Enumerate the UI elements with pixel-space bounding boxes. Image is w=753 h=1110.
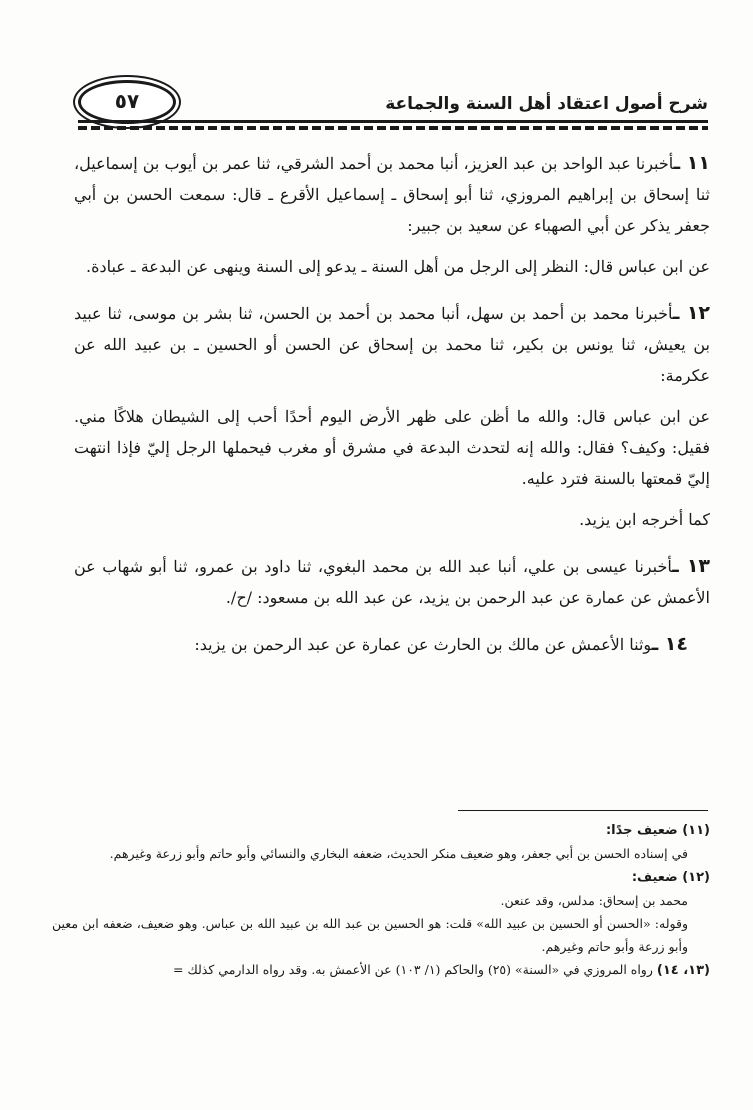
narration-number: ١٣ ـ	[672, 555, 711, 577]
main-text	[74, 148, 710, 660]
running-title: شرح أصول اعتقاد أهل السنة والجماعة	[385, 94, 708, 114]
paragraph-12-note	[74, 504, 710, 535]
footnote-heading: (١٢) ضعيف:	[631, 870, 710, 885]
footnote-12-head	[52, 865, 710, 889]
paragraph-text: وثنا الأعمش عن مالك بن الحارث عن عمارة عن عبد الرحمن بن يزيد:	[194, 635, 652, 654]
footnote-11-head	[52, 818, 710, 842]
footnote-13-14	[52, 958, 710, 982]
paragraph-11-matn	[74, 251, 710, 282]
page-header	[78, 80, 708, 130]
header-dashed-rule	[78, 126, 708, 130]
footnotes	[52, 818, 710, 982]
paragraph-text: أخبرنا محمد بن أحمد بن سهل، أنبا محمد بن أحمد بن الحسن، ثنا بشر بن موسى، ثنا عبيد بن يعيش، ثنا يونس بن بكير، ثنا محمد بن إسحاق عن الحسن أو الحسين ـ بن عبيد الله عن عكرمة:	[74, 304, 710, 385]
paragraph-13	[74, 551, 710, 613]
narration-number: ١٤ ـ	[651, 633, 688, 655]
narration-number: ١١ ـ	[673, 152, 710, 174]
paragraph-text: أخبرنا عبد الواحد بن عبد العزيز، أنبا محمد بن أحمد الشرقي، ثنا عمر بن أيوب بن إسماعيل، ثنا إسحاق بن إبراهيم المروزي، ثنا أبو إسحاق ـ إسماعيل الأقرع ـ قال: سمعت الحسن بن أبي جعفر يذكر عن أبي الصهباء عن سعيد بن جبير:	[74, 154, 710, 235]
header-rule	[78, 120, 708, 123]
footnote-line: في إسناده الحسن بن أبي جعفر، وهو ضعيف منكر الحديث، ضعفه البخاري والنسائي وأبو حاتم وأبو زرعة وغيرهم.	[109, 846, 688, 861]
paragraph-text: كما أخرجه ابن يزيد.	[579, 510, 710, 529]
footnote-separator	[458, 810, 708, 811]
paragraph-12-matn	[74, 401, 710, 494]
footnote-heading: (١٣، ١٤)	[656, 963, 710, 978]
footnote-line: وقوله: «الحسن أو الحسين بن عبيد الله» قلت: هو الحسين بن عبد الله بن عبيد الله بن عباس. وهو ضعيف، ضعفه ابن معين وأبو زرعة وأبو حاتم وغيرهم.	[52, 916, 688, 954]
paragraph-14	[74, 629, 710, 660]
footnote-heading: (١١) ضعيف جدًا:	[605, 823, 710, 838]
paragraph-text: عن ابن عباس قال: النظر إلى الرجل من أهل السنة ـ يدعو إلى السنة وينهى عن البدعة ـ عبادة.	[86, 257, 710, 276]
footnote-line: رواه المروزي في «السنة» (٢٥) والحاكم (١/ ١٠٣) عن الأعمش به. وقد رواه الدارمي كذلك =	[173, 962, 653, 977]
paragraph-12	[74, 298, 710, 391]
paragraph-11	[74, 148, 710, 241]
page-number-badge: ٥٧	[78, 80, 176, 124]
paragraph-text: أخبرنا عيسى بن علي، أنبا عبد الله بن محمد البغوي، ثنا داود بن عمرو، ثنا أبو شهاب عن الأعمش عن عمارة عن عبد الرحمن بن يزيد، عن عبد الله بن مسعود: /ح/.	[74, 557, 710, 607]
footnote-line: محمد بن إسحاق: مدلس، وقد عنعن.	[500, 893, 688, 908]
narration-number: ١٢ ـ	[672, 302, 711, 324]
paragraph-text: عن ابن عباس قال: والله ما أظن على ظهر الأرض اليوم أحدًا أحب إلى الشيطان هلاكًا مني. فقيل: وكيف؟ فقال: والله إنه لتحدث البدعة في مشرق أو مغرب فيحملها الرجل إليّ فإذا انتهت إليّ قمعتها بالسنة فترد عليه.	[74, 407, 710, 488]
